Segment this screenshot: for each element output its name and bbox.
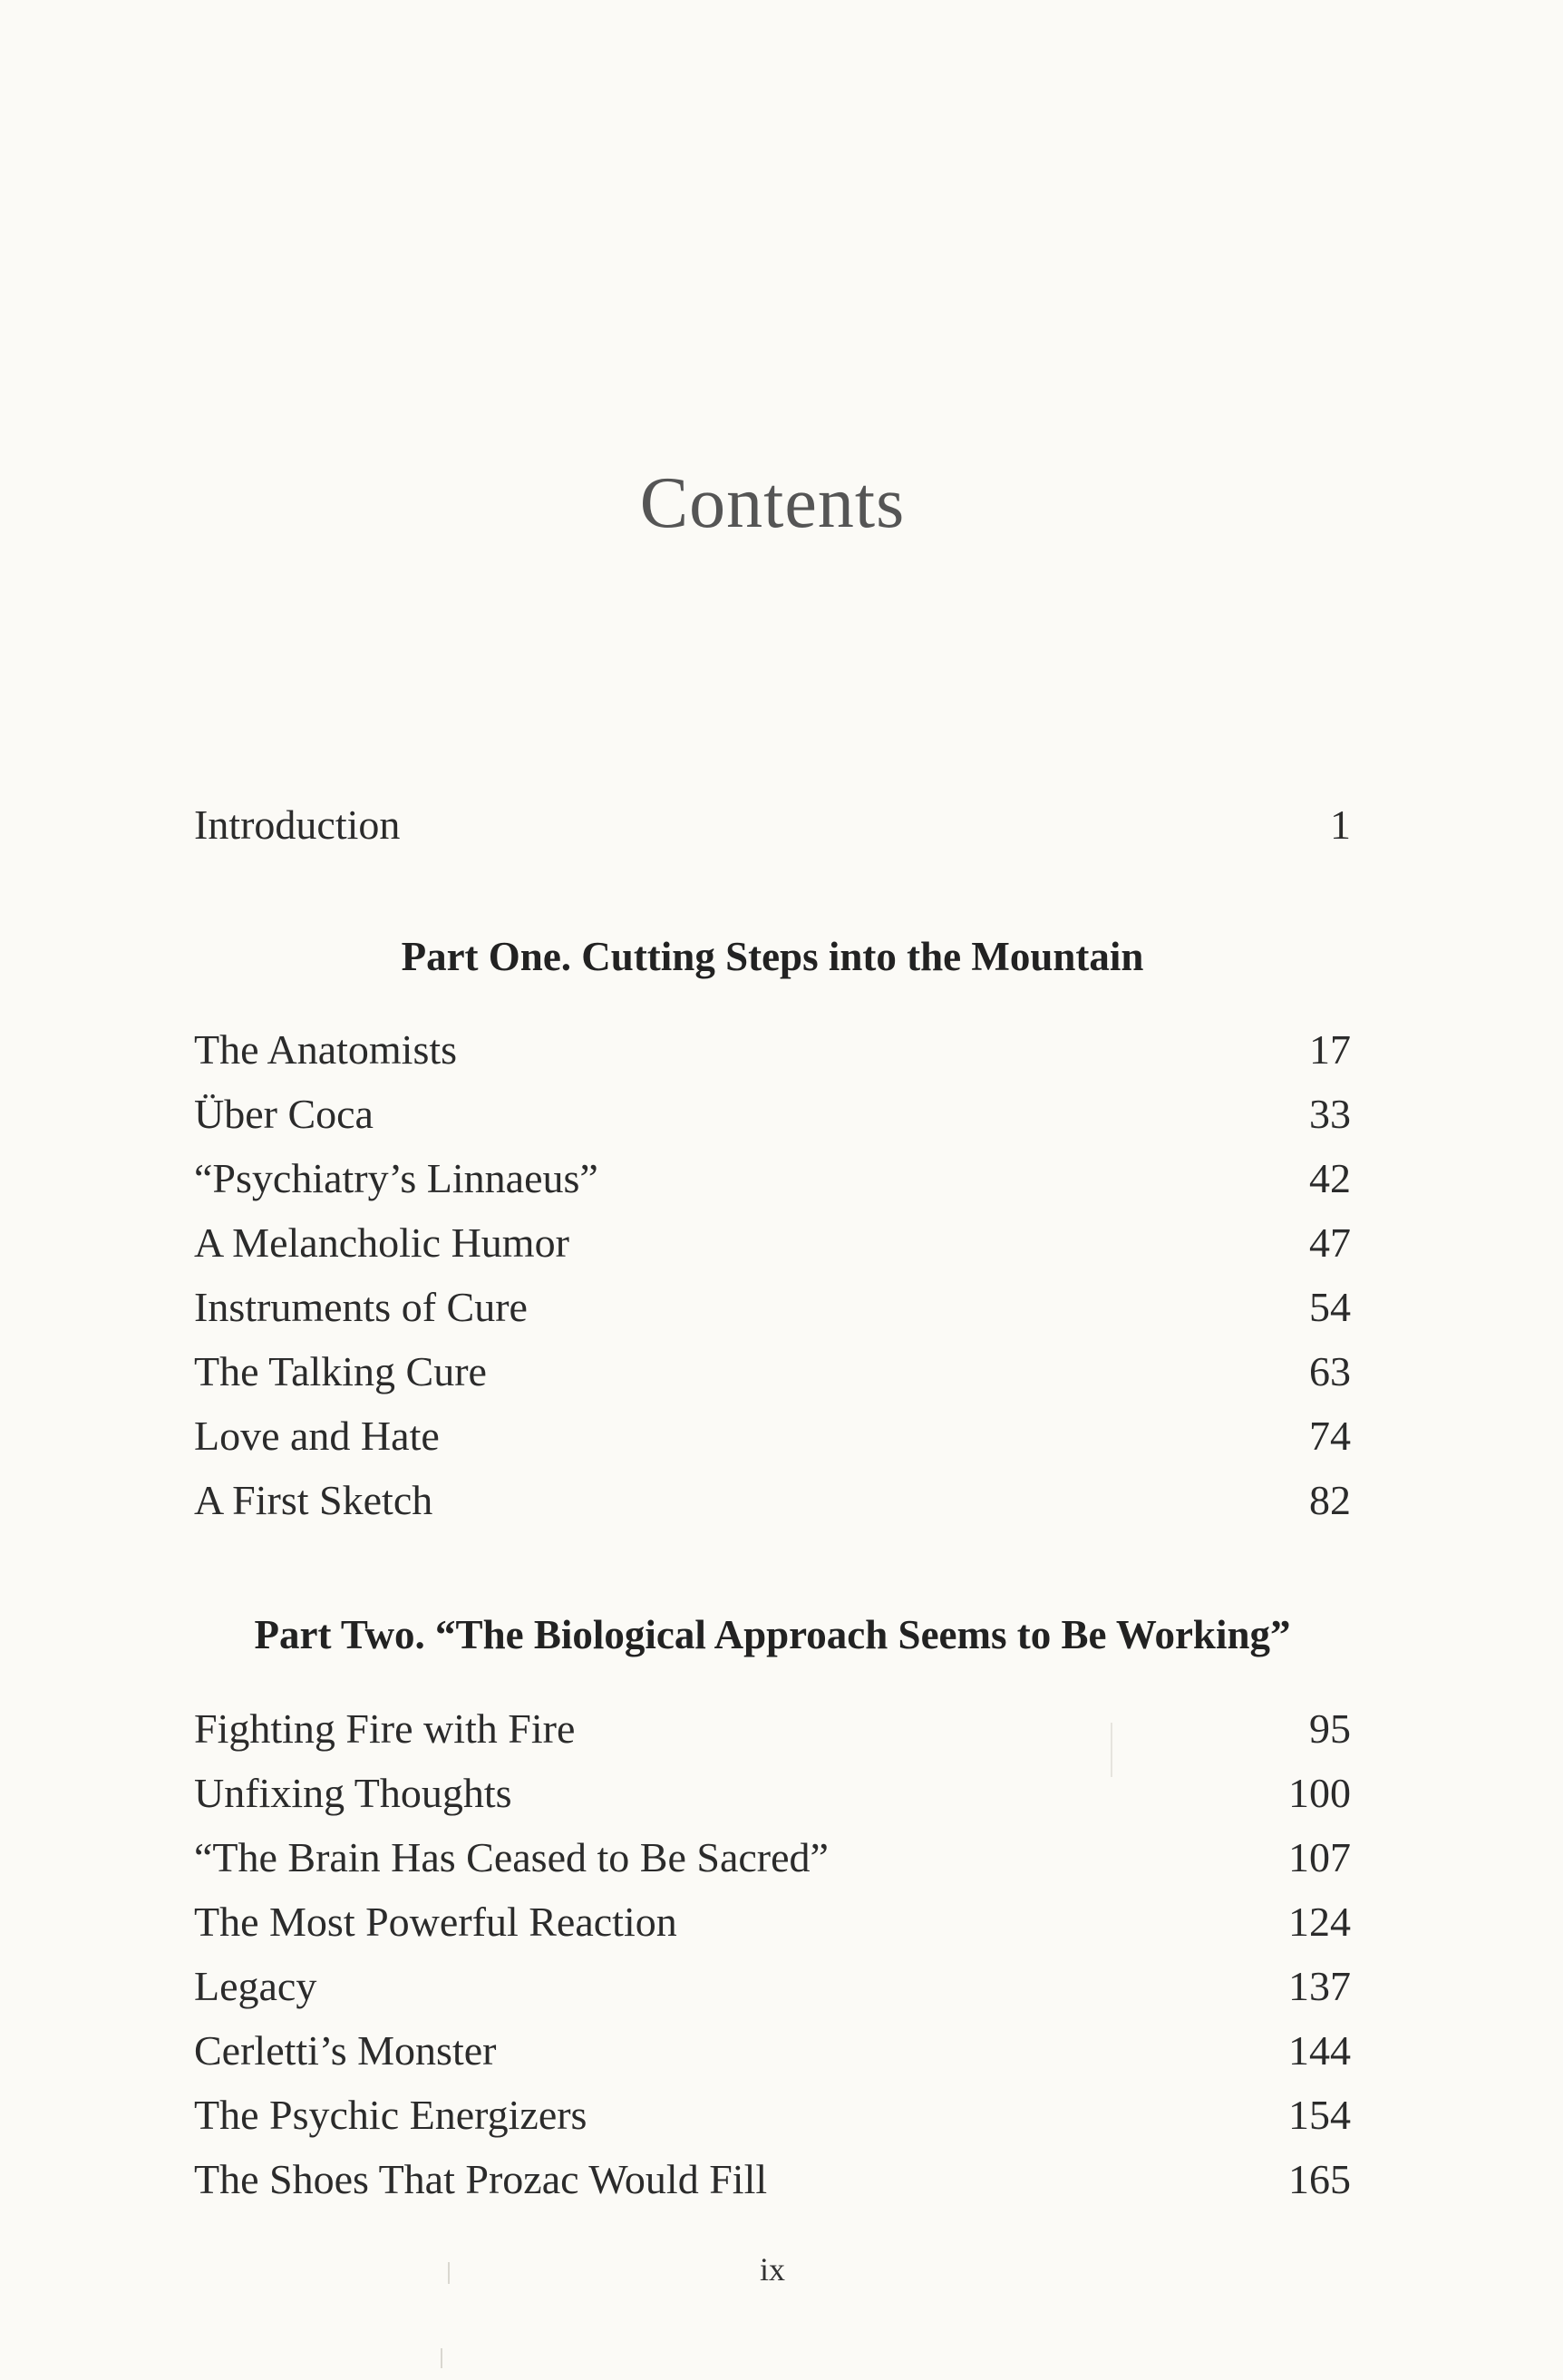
- toc-entry-page: 137: [1288, 1963, 1351, 2009]
- toc-entry: [194, 1409, 1351, 1463]
- toc-entry: [194, 1023, 1351, 1077]
- toc-entry-page: 1: [1330, 801, 1351, 848]
- toc-entry: [194, 1959, 1351, 2014]
- toc-entry-label: Über Coca: [194, 1091, 374, 1137]
- toc-entry-label: The Shoes That Prozac Would Fill: [194, 2156, 768, 2202]
- toc-entry-label: A First Sketch: [194, 1477, 433, 1523]
- toc-entry-page: 82: [1309, 1477, 1351, 1523]
- toc-entry-page: 63: [1309, 1348, 1351, 1394]
- toc-entry-page: 144: [1288, 2027, 1351, 2074]
- toc-entry-page: 33: [1309, 1091, 1351, 1137]
- part-heading: Part One. Cutting Steps into the Mountain: [401, 934, 1144, 979]
- toc-entry: [194, 1216, 1351, 1270]
- toc-entry-label: A Melancholic Humor: [194, 1219, 569, 1266]
- toc-entry: [194, 1151, 1351, 1206]
- toc-entry-label: Cerletti’s Monster: [194, 2027, 497, 2074]
- toc-entry-page: 107: [1288, 1834, 1351, 1880]
- toc-entry-label: The Talking Cure: [194, 1348, 487, 1394]
- scan-artifact: [441, 2348, 442, 2368]
- toc-entry: [194, 2152, 1351, 2207]
- toc-entry-page: 42: [1309, 1155, 1351, 1201]
- toc-entry-page: 95: [1309, 1705, 1351, 1752]
- toc-entry-page: 124: [1288, 1899, 1351, 1945]
- page-number: ix: [759, 2251, 785, 2288]
- toc-entry-label: The Most Powerful Reaction: [194, 1899, 677, 1945]
- toc-entry: [194, 2024, 1351, 2078]
- scan-artifact: [1111, 1723, 1112, 1777]
- toc-entry-page: 17: [1309, 1026, 1351, 1073]
- toc-entry-label: “The Brain Has Ceased to Be Sacred”: [194, 1834, 829, 1880]
- toc-entry: [194, 1766, 1351, 1821]
- toc-entry: [194, 1473, 1351, 1528]
- page-title: Contents: [639, 463, 906, 543]
- part-heading: Part Two. “The Biological Approach Seems to Be Working”: [254, 1612, 1291, 1657]
- toc-entry: [194, 1702, 1351, 1756]
- toc-entry-label: Instruments of Cure: [194, 1284, 528, 1330]
- toc-entry-label: Fighting Fire with Fire: [194, 1705, 576, 1752]
- toc-entry: [194, 1280, 1351, 1335]
- toc-entry-page: 74: [1309, 1413, 1351, 1459]
- toc-entry: [194, 1831, 1351, 1885]
- toc-entry: [194, 2088, 1351, 2142]
- toc-entry-page: 100: [1288, 1770, 1351, 1816]
- scan-artifact: [448, 2262, 450, 2284]
- toc-entry-label: Unfixing Thoughts: [194, 1770, 512, 1816]
- toc-entry: [194, 1345, 1351, 1399]
- toc-entry: [194, 1087, 1351, 1141]
- toc-entry-label: Legacy: [194, 1963, 317, 2009]
- toc-entry-page: 165: [1288, 2156, 1351, 2202]
- toc-entry-page: 54: [1309, 1284, 1351, 1330]
- toc-entry-label: Introduction: [194, 801, 401, 848]
- toc-entry-label: “Psychiatry’s Linnaeus”: [194, 1155, 598, 1201]
- toc-entry-page: 154: [1288, 2092, 1351, 2138]
- toc-entry-label: The Anatomists: [194, 1026, 458, 1073]
- toc-entry: [194, 1895, 1351, 1949]
- toc-entry-introduction: [194, 798, 1351, 852]
- toc-entry-label: Love and Hate: [194, 1413, 440, 1459]
- toc-entry-page: 47: [1309, 1219, 1351, 1266]
- toc-entry-label: The Psychic Energizers: [194, 2092, 587, 2138]
